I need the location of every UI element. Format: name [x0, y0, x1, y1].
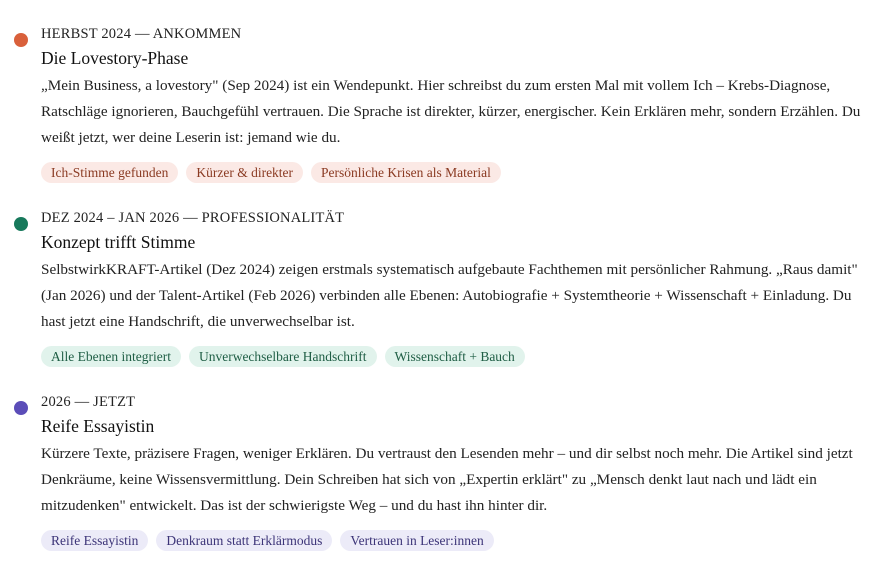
tag: Denkraum statt Erklärmodus [156, 530, 332, 551]
entry-period: DEZ 2024 – JAN 2026 — PROFESSIONALITÄT [41, 210, 345, 226]
entry-content [41, 393, 871, 551]
tag: Wissenschaft + Bauch [385, 346, 525, 367]
entry-title: Die Lovestory-Phase [41, 48, 189, 68]
tag: Reife Essayistin [41, 530, 148, 551]
tag-list [41, 346, 871, 367]
entry-content [41, 209, 871, 367]
entry-content [41, 25, 871, 183]
entry-title: Konzept trifft Stimme [41, 232, 196, 252]
entry-title: Reife Essayistin [41, 416, 155, 436]
orange-dot-icon [14, 33, 28, 47]
entry-body: „Mein Business, a lovestory" (Sep 2024) ist ein Wendepunkt. Hier schreibst du zum ersten Mal mit vollem Ich – Krebs-Diagnose, Ratschläge ignorieren, Bauchgefühl vertrauen. Die Sprache ist direkter, kürzer, energischer. Kein Erklären mehr, sondern Erzählen. Du weißt jetzt, wer deine Leserin ist: jemand wie du. [41, 77, 861, 146]
green-dot-icon [14, 217, 28, 231]
tag-list [41, 530, 871, 551]
entry-period: 2026 — JETZT [41, 394, 136, 410]
tag: Vertrauen in Leser:innen [340, 530, 493, 551]
tag: Alle Ebenen integriert [41, 346, 181, 367]
entry-period: HERBST 2024 — ANKOMMEN [41, 26, 242, 42]
tag: Kürzer & direkter [186, 162, 303, 183]
entry-body: Kürzere Texte, präzisere Fragen, weniger Erklären. Du vertraust den Lesenden mehr – und dir selbst noch mehr. Die Artikel sind jetzt Denkräume, keine Wissensvermittlung. Dein Schreiben hat sich von „Expertin erklärt" zu „Mensch denkt laut nach und lädt ein mitzudenken" entwickelt. Das ist der schwierigste Weg – und du hast ihn hinter dir. [41, 445, 853, 514]
tag: Unverwechselbare Handschrift [189, 346, 377, 367]
tag: Persönliche Krisen als Material [311, 162, 501, 183]
purple-dot-icon [14, 401, 28, 415]
tag-list [41, 162, 871, 183]
entry-body: SelbstwirkKRAFT-Artikel (Dez 2024) zeigen erstmals systematisch aufgebaute Fachthemen mit persönlicher Rahmung. „Raus damit" (Jan 2026) und der Talent-Artikel (Feb 2026) verbinden alle Ebenen: Autobiografie + Systemtheorie + Wissenschaft + Einladung. Du hast jetzt eine Handschrift, die unverwechselbar ist. [41, 261, 858, 330]
tag: Ich-Stimme gefunden [41, 162, 178, 183]
